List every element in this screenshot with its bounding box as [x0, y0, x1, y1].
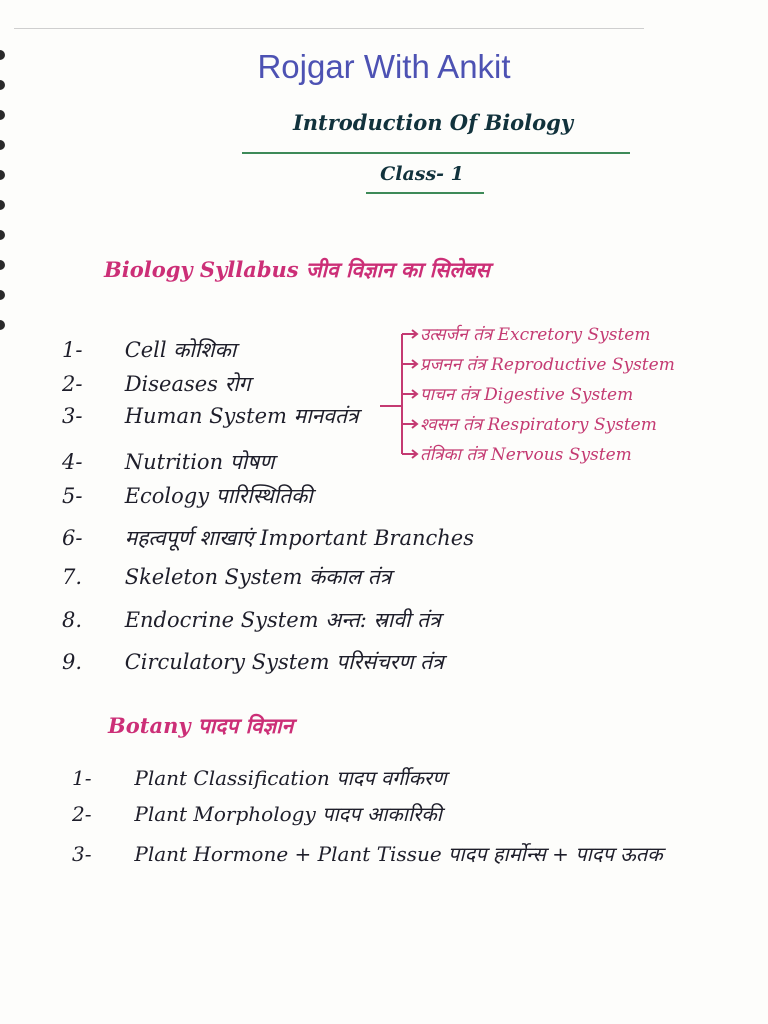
item-number: 2- [62, 372, 83, 396]
list-item [72, 840, 663, 867]
brand-title: Rojgar With Ankit [257, 48, 511, 85]
item-text: Ecology पारिस्थितिकी [124, 484, 313, 508]
item-number: 1- [62, 338, 83, 362]
item-text: Endocrine System अन्त: स्रावी तंत्र [124, 608, 441, 632]
item-number: 3- [62, 404, 83, 428]
item-text: Human System मानवतंत्र [124, 404, 359, 428]
branch-item: उत्सर्जन तंत्र Excretory System [420, 325, 651, 345]
item-text: Nutrition पोषण [124, 450, 275, 474]
list-item [62, 448, 274, 480]
syllabus-heading: Biology Syllabus जीव विज्ञान का सिलेबस [104, 257, 490, 282]
item-text: Plant Classification पादप वर्गीकरण [134, 766, 447, 790]
item-text: महत्वपूर्ण शाखाएं Important Branches [124, 526, 474, 550]
title-underline [242, 152, 630, 154]
list-item [62, 370, 250, 402]
item-number: 9. [62, 650, 83, 674]
branch-item: पाचन तंत्र Digestive System [420, 385, 634, 405]
list-item [62, 336, 236, 368]
item-number: 4- [62, 450, 83, 474]
item-number: 2- [72, 802, 92, 826]
item-text: Cell कोशिका [124, 338, 237, 362]
page-title: Introduction Of Biology [292, 110, 574, 135]
list-item [62, 524, 474, 556]
branch-connector-icon [380, 318, 420, 468]
branch-item: श्वसन तंत्र Respiratory System [420, 415, 657, 435]
item-number: 1- [72, 766, 92, 790]
item-text: Circulatory System परिसंचरण तंत्र [124, 650, 444, 674]
list-item [72, 800, 442, 827]
item-text: Diseases रोग [124, 372, 251, 396]
list-item [62, 402, 359, 434]
list-item [62, 563, 391, 595]
class-underline [366, 192, 484, 194]
item-number: 5- [62, 484, 83, 508]
page-top-line [14, 28, 644, 29]
list-item [72, 764, 447, 791]
branch-item: तंत्रिका तंत्र Nervous System [420, 445, 632, 465]
item-number: 3- [72, 842, 92, 866]
list-item [62, 482, 313, 514]
list-item [62, 606, 441, 638]
item-text: Plant Hormone + Plant Tissue पादप हार्मोन्स + पादप ऊतक [134, 842, 663, 866]
item-number: 6- [62, 526, 83, 550]
botany-heading: Botany पादप विज्ञान [108, 713, 294, 738]
item-number: 8. [62, 608, 83, 632]
item-text: Plant Morphology पादप आकारिकी [134, 802, 442, 826]
item-number: 7. [62, 565, 83, 589]
class-label: Class- 1 [380, 163, 464, 185]
item-text: Skeleton System कंकाल तंत्र [124, 565, 392, 589]
list-item [62, 648, 444, 680]
branch-item: प्रजनन तंत्र Reproductive System [420, 355, 675, 375]
spiral-binding [0, 40, 14, 520]
